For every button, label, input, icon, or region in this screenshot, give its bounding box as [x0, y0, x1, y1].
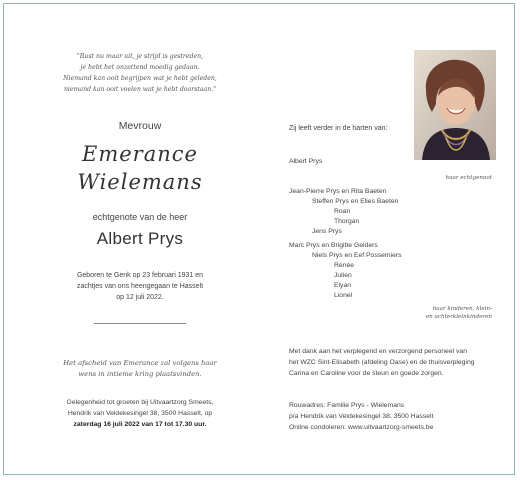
deceased-first-name: Emerance: [82, 142, 198, 166]
divider: [94, 323, 186, 324]
family-member: Thorgan: [334, 218, 360, 225]
spouse-name: Albert Prys: [96, 229, 184, 248]
visitation-line: Gelegenheid tot groeten bij Uitvaartzorg Smeets,: [66, 399, 214, 406]
farewell-line: Het afscheid van Emerance zal volgens haar: [63, 359, 217, 367]
memorial-quote: [40, 51, 240, 95]
farewell-note: [45, 358, 235, 380]
address-line: Rouwadres: Familie Prys - Wielemans: [289, 402, 405, 409]
thanks-line: het WZC Sint-Elisabeth (afdeling Oase) en de thuisverpleging: [289, 359, 475, 366]
family-member: Jens Prys: [312, 228, 342, 235]
mourning-address: [289, 400, 489, 433]
children-caption: en achterkleinkinderen: [425, 314, 492, 320]
children-caption: haar kinderen, klein-: [432, 306, 492, 312]
thanks-note: [289, 346, 489, 379]
address-line: p/a Hendrik van Veldekesingel 38, 3500 Hasselt: [289, 413, 434, 420]
born-line: zachtjes van ons heengegaan te Hasselt: [76, 283, 204, 290]
family-member: Roan: [334, 208, 351, 215]
honorific: Mevrouw: [118, 120, 162, 132]
spouse-prefix: echtgenote van de heer: [92, 212, 188, 222]
quote-line: niemand kan ooit voelen wat je hebt doorstaan.": [63, 86, 217, 93]
husband-caption: haar echtgenoot: [445, 175, 492, 181]
visitation-details: [40, 397, 240, 430]
family-member: Renée: [334, 262, 355, 269]
born-line: Geboren te Genk op 23 februari 1931 en: [76, 272, 204, 279]
farewell-line: wens in intieme kring plaatsvinden.: [78, 370, 202, 378]
visitation-date: zaterdag 16 juli 2022 van 17 tot 17.30 uur.: [73, 421, 207, 428]
family-member: Marc Prys en Brigitte Gelders: [289, 242, 378, 249]
quote-line: je hebt het onzettend moedig gedaan.: [80, 64, 200, 71]
family-member: Lionel: [334, 292, 353, 299]
address-line: Online condoleren: www.uitvaartzorg-smeets.be: [289, 424, 434, 431]
quote-line: "Rust nu maar uit, je strijd is gestreden,: [76, 53, 204, 60]
born-line: op 12 juli 2022.: [116, 294, 164, 301]
portrait-photo: [414, 50, 496, 160]
family-intro: Zij leeft verder in de harten van:: [289, 125, 388, 132]
family-member: Jean-Pierre Prys en Rita Baeten: [289, 188, 387, 195]
family-member: Niels Prys en Eef Possemiers: [312, 252, 402, 259]
thanks-line: Met dank aan het verplegend en verzorgend personeel van: [289, 348, 467, 355]
family-member: Julien: [334, 272, 352, 279]
deceased-last-name: Wielemans: [77, 170, 203, 194]
birth-death-details: [50, 270, 230, 303]
quote-line: Niemand kan ooit begrijpen wat je hebt geleden,: [63, 75, 217, 82]
husband-name: Albert Prys: [289, 158, 323, 165]
family-member: Elyan: [334, 282, 352, 289]
portrait-photo-illustration: [414, 50, 496, 160]
thanks-line: Carina en Caroline voor de steun en goede zorgen.: [289, 370, 444, 377]
visitation-line: Hendrik van Veldekesingel 38, 3500 Hasselt, op: [67, 410, 213, 417]
family-member: Steffen Prys en Elies Baeten: [312, 198, 399, 205]
